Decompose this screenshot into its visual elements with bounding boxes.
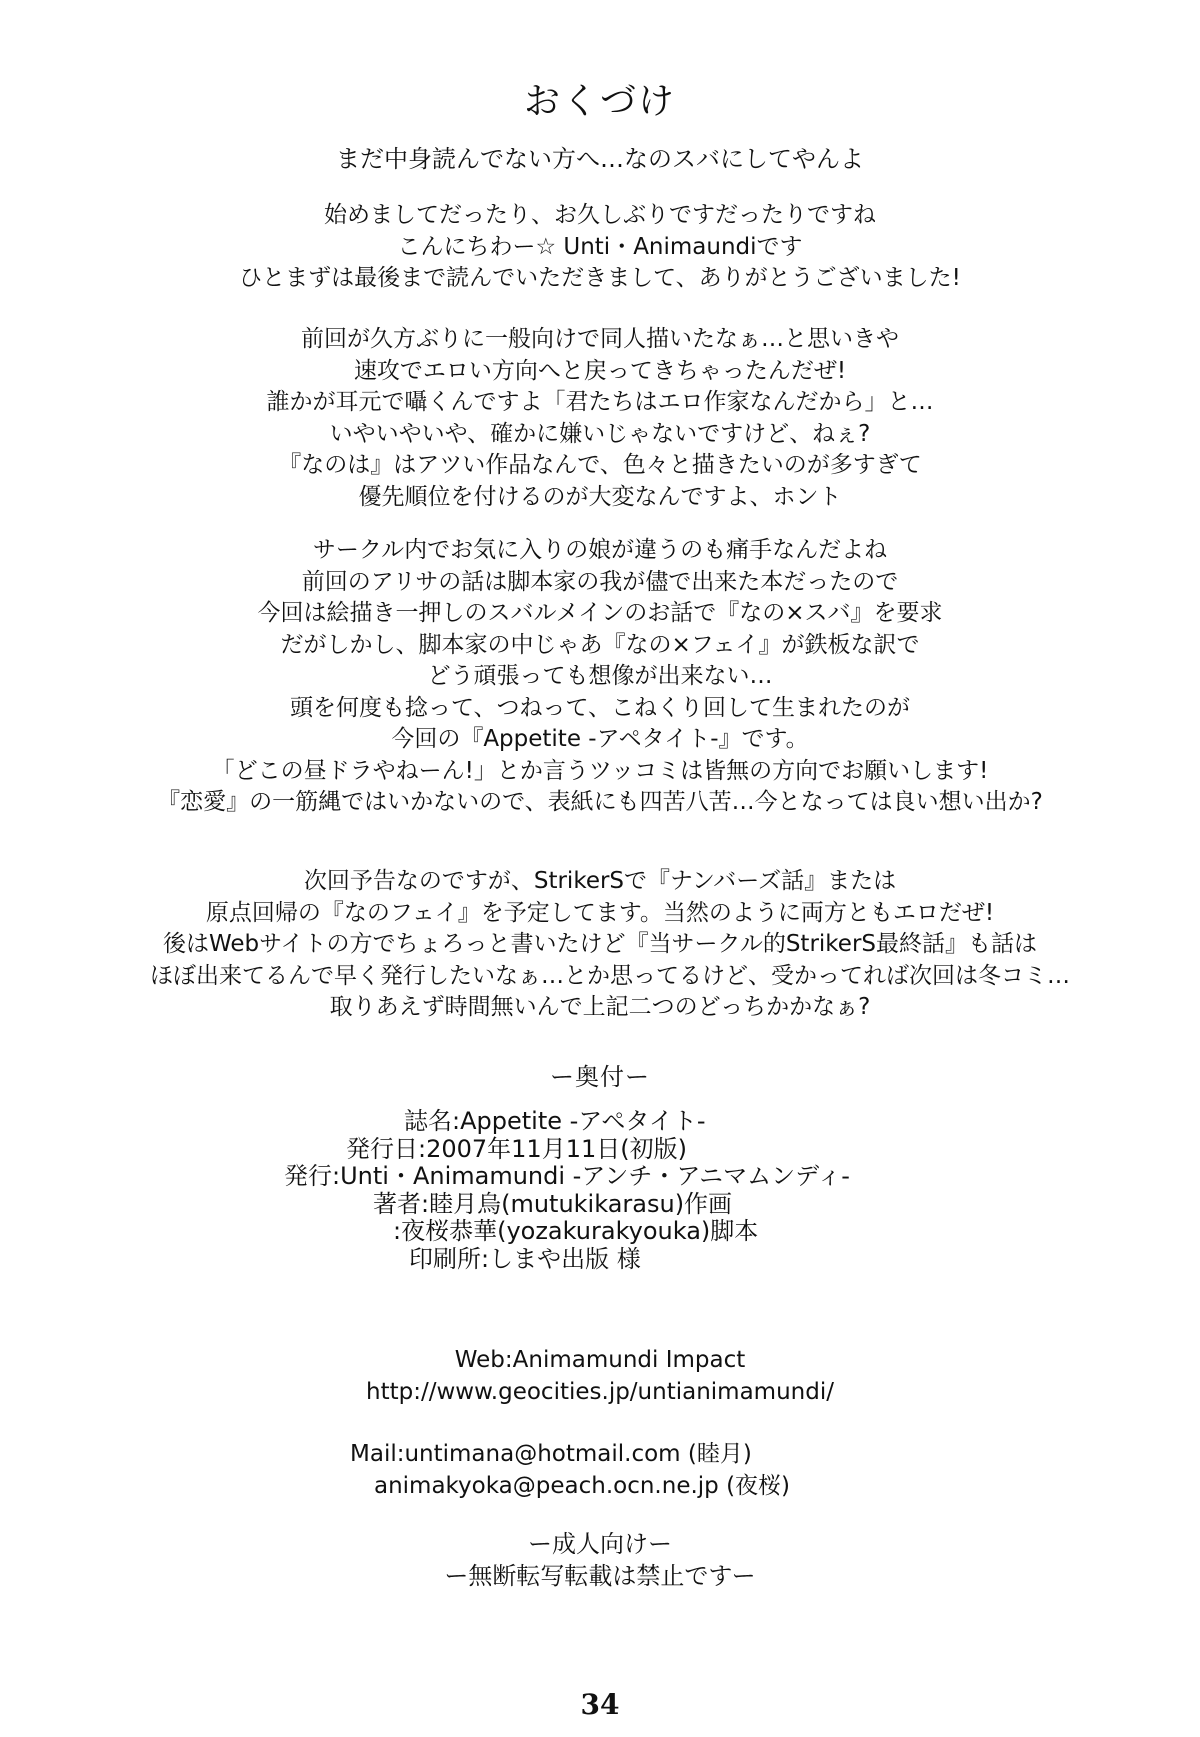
text-line: 『なのは』はアツい作品なんで、色々と描きたいのが多すぎて [278,452,922,478]
lead-line [150,143,1050,175]
text-line: 今回は絵描き一押しのスバルメインのお話で『なの×スバ』を要求 [257,600,943,626]
lead-text: まだ中身読んでない方へ…なのスバにしてやんよ [336,145,864,173]
paragraph-previous-work [150,324,1050,513]
colophon-heading [150,1062,1050,1092]
page-title-text: おくづけ [523,81,676,122]
paragraph-this-work [150,535,1050,819]
text-line: ひとまずは最後まで読んでいただきまして、ありがとうございました! [239,265,961,291]
colophon-author-artist: 著者:睦月烏(mutukikarasu)作画 [373,1189,733,1218]
text-line: 前回が久方ぶりに一般向けで同人描いたなぁ…と思いきや [301,326,899,352]
notices [150,1528,1050,1592]
mail-info [150,1438,1050,1502]
adult-notice: ー成人向けー [528,1530,672,1558]
text-line: 今回の『Appetite -アペタイト-』です。 [391,726,809,752]
web-url: http://www.geocities.jp/untianimamundi/ [366,1379,834,1405]
colophon [150,1108,1050,1273]
page-title [150,80,1050,124]
text-line: サークル内でお気に入りの娘が違うのも痛手なんだよね [312,537,888,563]
text-line: 前回のアリサの話は脚本家の我が儘で出来た本だったので [301,568,899,595]
text-line: 優先順位を付けるのが大変なんですよ、ホント [358,483,842,510]
mail-line-2: animakyoka@peach.ocn.ne.jp (夜桜) [374,1473,791,1499]
copy-prohibited-notice: ー無断転写転載は禁止ですー [444,1562,756,1590]
text-line: 頭を何度も捻って、つねって、こねくり回して生まれたのが [289,694,911,721]
text-line: ほぼ出来てるんで早く発行したいなぁ…とか思ってるけど、受かってれば次回は冬コミ… [150,962,1070,989]
text-line: 『恋愛』の一筋縄ではいかないので、表紙にも四苦八苦…今となっては良い想い出か? [157,789,1043,815]
paragraph-next-preview [150,866,1070,1024]
web-label: Web:Animamundi Impact [454,1347,746,1373]
web-info [150,1344,1050,1408]
text-line: 原点回帰の『なのフェイ』を予定してます。当然のように両方ともエロだぜ! [205,899,995,926]
text-line: 取りあえず時間無いんで上記二つのどっちかかなぁ? [329,994,871,1020]
paragraph-greeting [150,200,1050,295]
colophon-date: 発行日:2007年11月11日(初版) [346,1134,687,1163]
colophon-printer: 印刷所:しまや出版 様 [409,1244,641,1273]
text-line: 速攻でエロい方向へと戻ってきちゃったんだぜ! [353,357,847,384]
colophon-author-writer: :夜桜恭華(yozakurakyouka)脚本 [393,1217,759,1245]
text-line: 「どこの昼ドラやねーん!」とか言うツッコミは皆無の方向でお願いします! [211,757,989,784]
colophon-heading-text: ー奥付ー [550,1063,650,1091]
colophon-title: 誌名:Appetite -アペタイト- [404,1107,706,1135]
text-line: 後はWebサイトの方でちょろっと書いたけど『当サークル的StrikerS最終話』も話は [162,931,1037,957]
text-line: どう頑張っても想像が出来ない… [427,663,773,689]
text-line: こんにちわー☆ Unti・Animaundiです [397,233,803,260]
text-line: 始めましてだったり、お久しぶりですだったりですね [324,202,876,228]
colophon-publisher: 発行:Unti・Animamundi -アンチ・アニマムンディ- [284,1162,850,1190]
mail-line-1: Mail:untimana@hotmail.com (睦月) [350,1441,752,1467]
text-line: 次回予告なのですが、StrikerSで『ナンバーズ話』または [303,868,897,894]
page-number: 34 [580,1688,620,1721]
text-line: だがしかし、脚本家の中じゃあ『なの×フェイ』が鉄板な訳で [280,631,920,658]
text-line: 誰かが耳元で囁くんですよ「君たちはエロ作家なんだから」と… [266,389,934,415]
text-line: いやいやいや、確かに嫌いじゃないですけど、ねぇ? [329,420,871,447]
